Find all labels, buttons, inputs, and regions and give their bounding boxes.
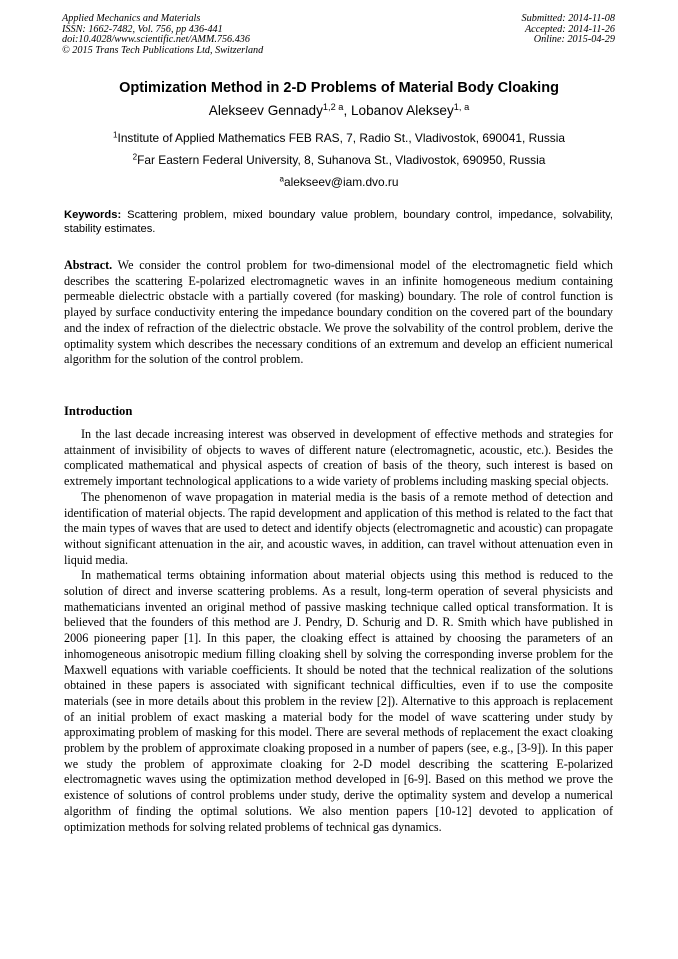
doi-line: doi:10.4028/www.scientific.net/AMM.756.436 [62,34,250,46]
author-1-name: Alekseev Gennady [208,103,323,118]
author-1-affiliation-mark: 1,2 a [322,101,344,112]
submitted-date: Submitted: 2014-11-08 [521,13,615,24]
author-2-affiliation-mark: 1, a [453,101,470,112]
contact-email [0,175,678,189]
affiliation-1-text: Institute of Applied Mathematics FEB RAS, 7, Radio St., Vladivostok, 690041, Russia [117,131,565,145]
keywords-block [64,208,613,236]
author-separator: , [343,103,351,118]
intro-paragraph-2: The phenomenon of wave propagation in material media is the basis of a remote method of detection and identification of material objects. The rapid development and application of this method is related to the fact that the main types of waves that are used to detect and identify objects (electromagnetic and acoustic) can propagate without significant attenuation in the air, and acoustic waves, in addition, can travel without attenuation even in liquid media. [64,489,613,567]
introduction-body [64,427,613,835]
abstract-label: Abstract. [64,258,113,272]
online-date: Online: 2015-04-29 [533,34,615,46]
keywords-label: Keywords: [64,209,122,221]
journal-name: Applied Mechanics and Materials [62,13,201,24]
paper-title: Optimization Method in 2-D Problems of Material Body Cloaking [119,80,559,96]
author-2-name: Lobanov Aleksey [351,103,454,118]
affiliation-1 [0,131,678,145]
abstract-text: We consider the control problem for two-dimensional model of the electromagnetic field which describes the scattering E-polarized electromagnetic waves in an infinite homogeneous medium containing permeable dielectric obstacle with a partially covered (for masking) boundary. The role of control function is played by surface conductivity entering the impedance boundary condition on the covered part of the boundary and the index of refraction of the dielectric obstacle. We prove the solvability of the control problem, derive the optimality system which describes the necessary conditions of an extremum and develop an efficient numerical algorithm for the solution of the control problem. [64,258,613,367]
issn-line: ISSN: 1662-7482, Vol. 756, pp 436-441 [62,23,223,35]
email-mark: a [279,174,284,184]
affiliation-1-mark: 1 [113,130,118,140]
intro-paragraph-1: In the last decade increasing interest was observed in development of effective methods and strategies for attainment of invisibility of objects to waves of different nature (electromagnetic, acoustic, etc.). Besides the complicated mathematical and physical aspects of creation of basis of the theory, such interest is based on extremely important technological applications to a wide variety of problems including masking special objects. [64,427,613,489]
affiliation-2-text: Far Eastern Federal University, 8, Suhanova St., Vladivostok, 690950, Russia [137,153,546,167]
submission-dates [522,14,615,46]
affiliation-2 [0,153,678,167]
author-list [0,103,678,118]
email-address: alekseev@iam.dvo.ru [283,175,399,189]
journal-info [62,14,263,57]
accepted-date: Accepted: 2014-11-26 [524,23,615,35]
abstract-block [64,258,613,368]
keywords-text: Scattering problem, mixed boundary value problem, boundary control, impedance, solvability, stability estimates. [64,209,613,235]
copyright-line: © 2015 Trans Tech Publications Ltd, Switzerland [62,45,264,57]
section-heading-introduction: Introduction [64,404,133,418]
affiliation-2-mark: 2 [132,152,138,162]
intro-paragraph-3: In mathematical terms obtaining information about material objects using this method is reduced to the solution of direct and inverse scattering problems. As a result, long-term operation of several physicists and mathematicians invented an original method of passive masking technique called optical transformation. It is believed that the founders of this method are J. Pendry, D. Schurig and D. R. Smith which have published in 2006 pioneering paper [1]. In this paper, the cloaking effect is attained by choosing the parameters of an inhomogeneous anisotropic medium filling cloaking shell by solving the corresponding inverse problem for the Maxwell equations with variable coefficients. It should be noted that the technical realization of the solutions obtained in these papers is associated with significant technical difficulties, even if to use the composite materials (see in more details about this problem in the review [2]). Alternative to this approach is replacement of an initial problem of exact masking a material body for the model of wave scattering under study by approximating problem of masking for this model. There are several methods of replacement the exact cloaking problem by the problem of approximate cloaking proposed in a number of papers (see, e.g., [3-9]). In this paper we study the problem of approximate cloaking for 2-D model describing the scattering E-polarized electromagnetic waves using the optimization method developed in [6-9]. Based on this method we prove the existence of solutions of control problems under study, derive the optimality system and develop a numerical algorithm of finding the optimal solutions. We also mention papers [10-12] devoted to application of optimization methods for solving related problems of technical gas dynamics. [64,568,613,834]
